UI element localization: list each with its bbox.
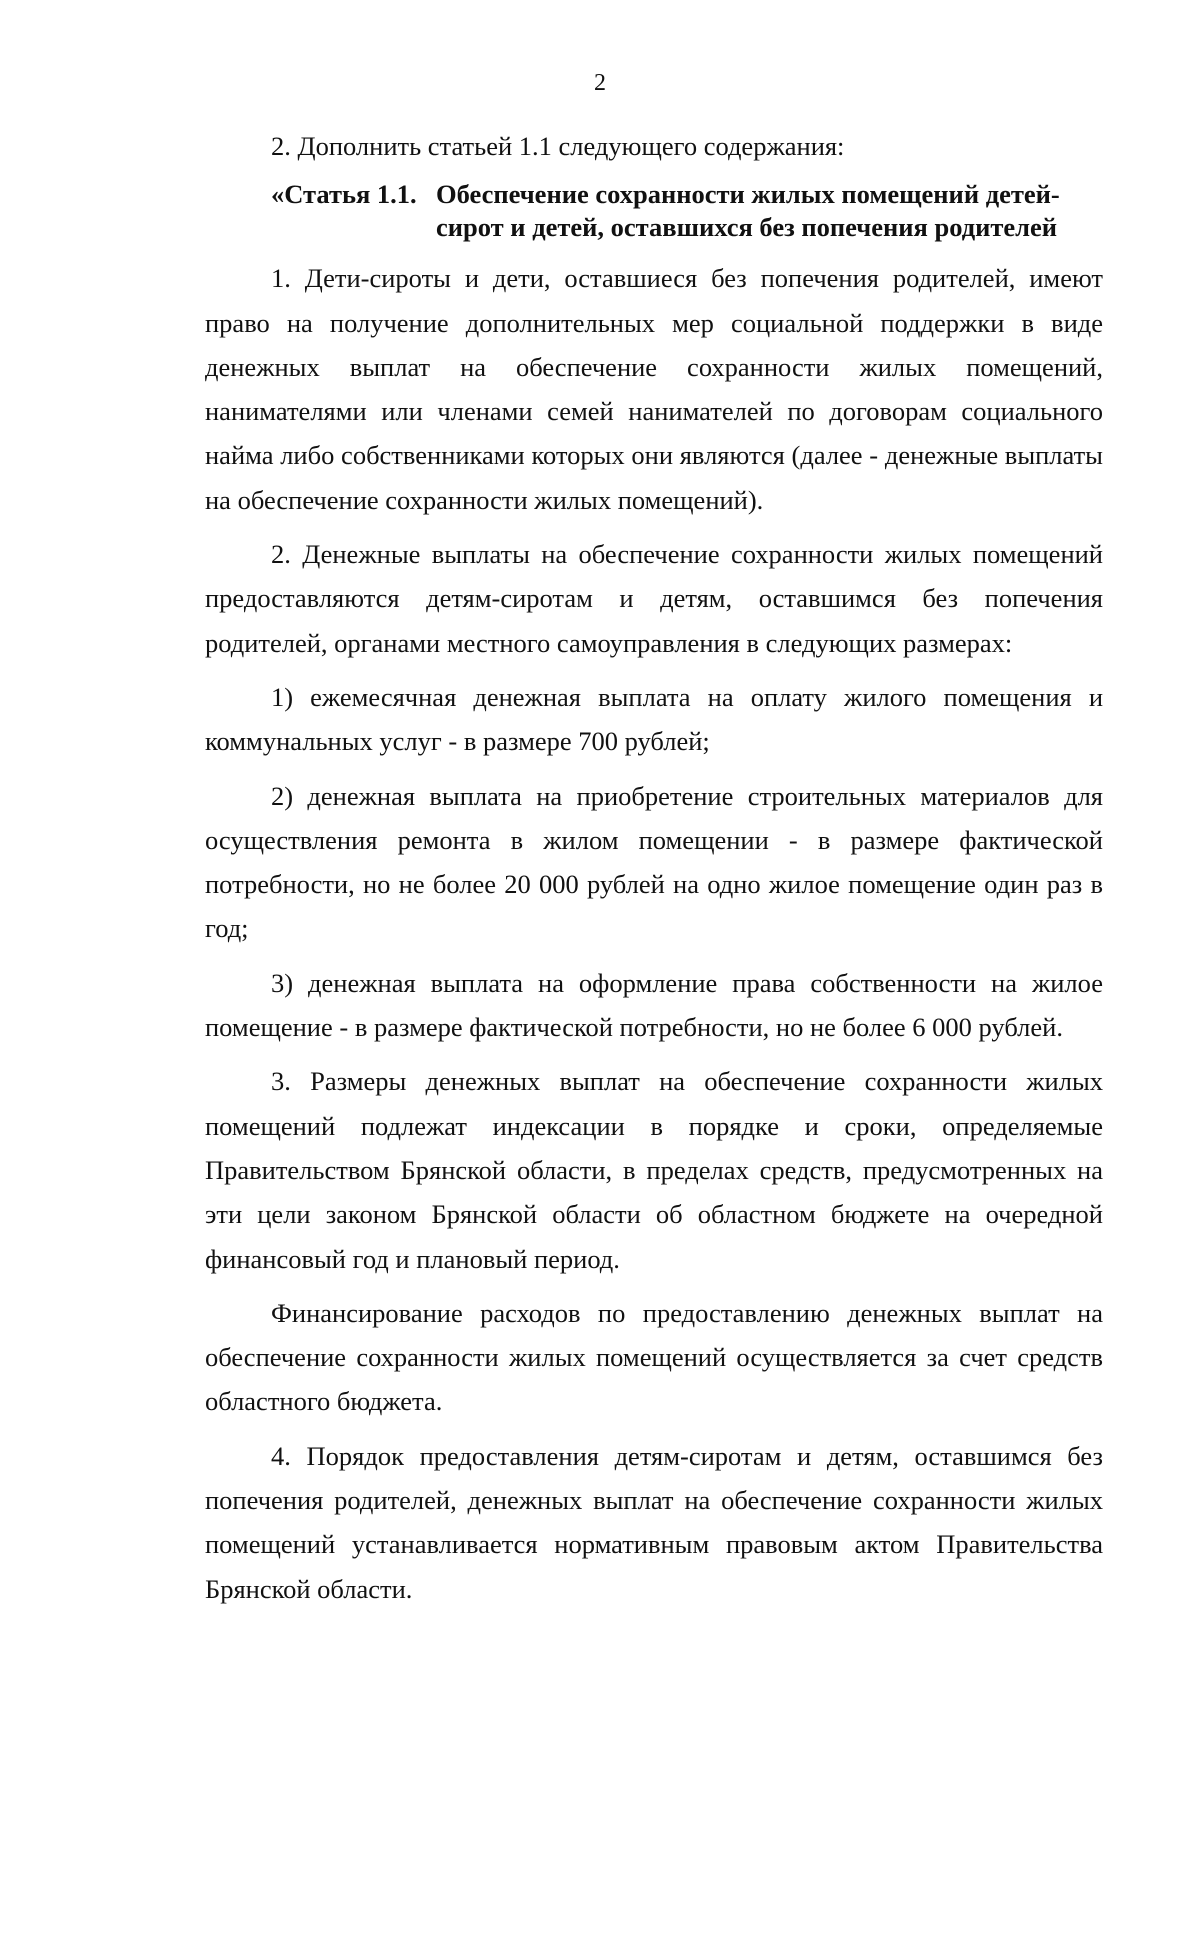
document-body — [205, 124, 1103, 1611]
page-number: 2 — [594, 70, 606, 96]
article-label: «Статья 1.1. — [271, 179, 417, 210]
article-title: Обеспечение сохранности жилых помещений детей-сирот и детей, оставшихся без попечения родителей — [436, 179, 1060, 243]
list-item-2: 2) денежная выплата на приобретение строительных материалов для осуществления ремонта в жилом помещении - в размере фактической потребности, но не более 20 000 рублей на одно жилое помещение один раз в год; — [205, 780, 1103, 944]
list-item-1: 1) ежемесячная денежная выплата на оплату жилого помещения и коммунальных услуг - в размере 700 рублей; — [205, 681, 1103, 757]
paragraph-3: 3. Размеры денежных выплат на обеспечение сохранности жилых помещений подлежат индексации в порядке и сроки, определяемые Правительством Брянской области, в пределах средств, предусмотренных на эти цели законом Брянской области об областном бюджете на очередной финансовый год и плановый период. — [205, 1066, 1103, 1274]
paragraph-1: 1. Дети-сироты и дети, оставшиеся без попечения родителей, имеют право на получение дополнительных мер социальной поддержки в виде денежных выплат на обеспечение сохранности жилых помещений, нанимателями или членами семей нанимателей по договорам социального найма либо собственниками которых они являются (далее - денежные выплаты на обеспечение сохранности жилых помещений). — [205, 263, 1103, 515]
article-heading — [205, 178, 1103, 244]
paragraph-financing: Финансирование расходов по предоставлению денежных выплат на обеспечение сохранности жилых помещений осуществляется за счет средств областного бюджета. — [205, 1297, 1103, 1417]
paragraph-4: 4. Порядок предоставления детям-сиротам и детям, оставшимся без попечения родителей, денежных выплат на обеспечение сохранности жилых помещений устанавливается нормативным правовым актом Правительства Брянской области. — [205, 1440, 1103, 1604]
intro-paragraph: 2. Дополнить статьей 1.1 следующего содержания: — [271, 131, 845, 161]
list-item-3: 3) денежная выплата на оформление права собственности на жилое помещение - в размере фактической потребности, но не более 6 000 рублей. — [205, 967, 1103, 1043]
paragraph-2: 2. Денежные выплаты на обеспечение сохранности жилых помещений предоставляются детям-сиротам и детям, оставшимся без попечения родителей, органами местного самоуправления в следующих размерах: — [205, 539, 1103, 658]
